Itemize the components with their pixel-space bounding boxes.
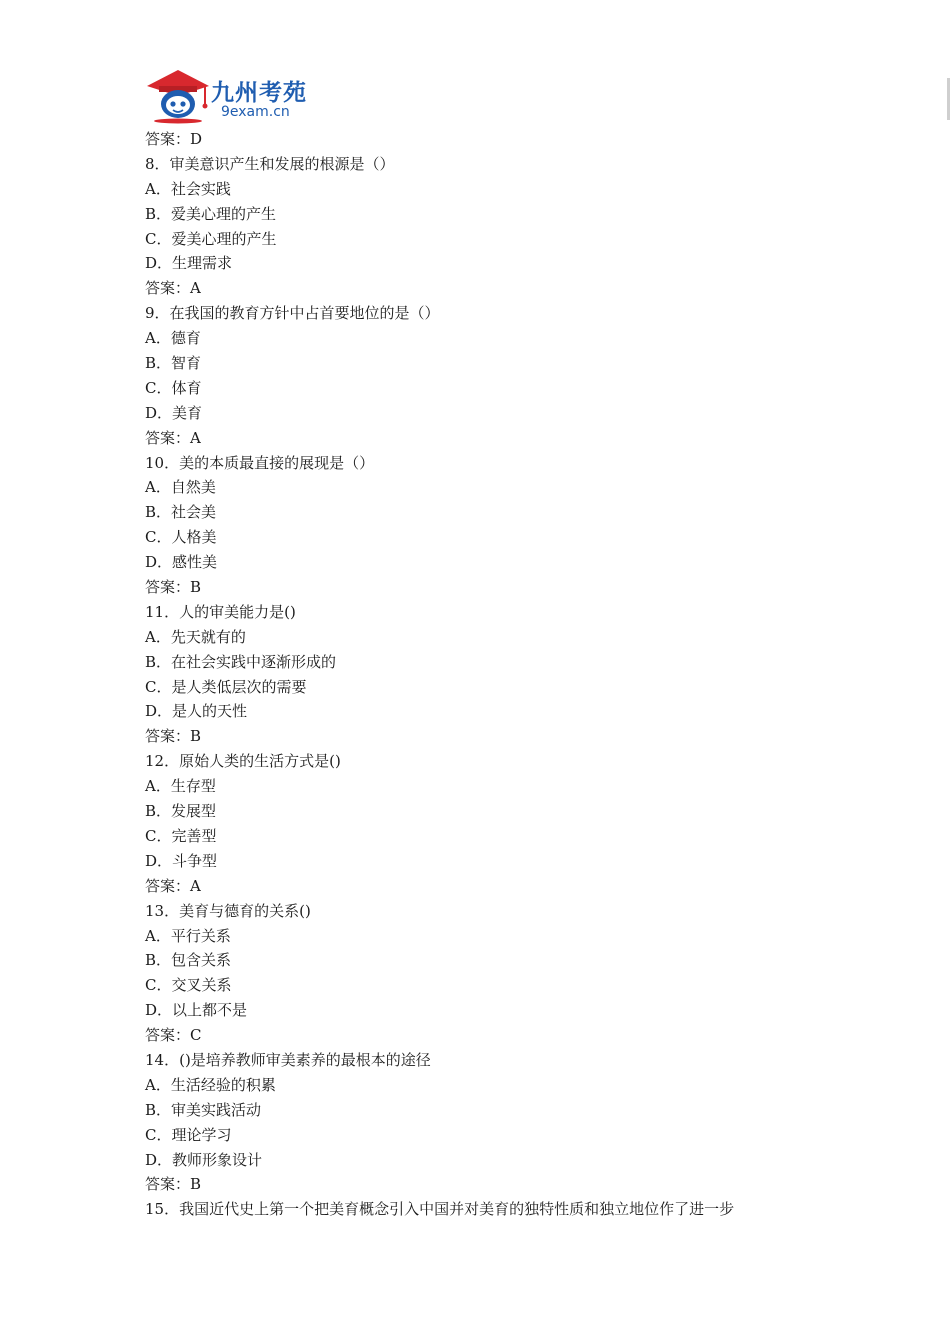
option-line: A．生活经验的积累 bbox=[145, 1075, 276, 1094]
option-line: A．德育 bbox=[145, 329, 201, 348]
option-line: A．先天就有的 bbox=[145, 627, 246, 646]
answer-line: 答案：B bbox=[145, 1175, 202, 1194]
option-line: B．在社会实践中逐渐形成的 bbox=[145, 652, 337, 671]
option-line: D．教师形象设计 bbox=[145, 1150, 263, 1169]
option-line: C．人格美 bbox=[145, 528, 217, 547]
question-line: 13．美育与德育的关系() bbox=[145, 901, 311, 920]
logo-domain: 9exam.cn bbox=[221, 104, 290, 120]
question-line: 14．()是培养教师审美素养的最根本的途径 bbox=[145, 1050, 431, 1069]
question-list bbox=[145, 127, 845, 1222]
answer-line: 答案：A bbox=[145, 876, 201, 895]
option-line: D．斗争型 bbox=[145, 851, 218, 870]
question-line: 11．人的审美能力是() bbox=[145, 602, 296, 621]
option-line: C．是人类低层次的需要 bbox=[145, 677, 307, 696]
question-line: 15．我国近代史上第一个把美育概念引入中国并对美育的独特性质和独立地位作了进一步 bbox=[145, 1200, 735, 1219]
option-line: B．审美实践活动 bbox=[145, 1100, 262, 1119]
option-line: B．智育 bbox=[145, 354, 202, 373]
option-line: D．生理需求 bbox=[145, 254, 233, 273]
option-line: D．美育 bbox=[145, 403, 203, 422]
site-logo bbox=[145, 66, 307, 124]
option-line: B．爱美心理的产生 bbox=[145, 204, 277, 223]
question-line: 12．原始人类的生活方式是() bbox=[145, 752, 341, 771]
option-line: B．包含关系 bbox=[145, 951, 232, 970]
option-line: C．体育 bbox=[145, 378, 202, 397]
question-line: 8．审美意识产生和发展的根源是（） bbox=[145, 154, 395, 173]
answer-line: 答案：C bbox=[145, 1026, 202, 1045]
option-line: A．生存型 bbox=[145, 777, 216, 796]
answer-line: 答案：D bbox=[145, 130, 203, 148]
answer-line: 答案：B bbox=[145, 578, 202, 597]
option-line: C．完善型 bbox=[145, 826, 217, 845]
option-line: A．社会实践 bbox=[145, 179, 231, 198]
answer-line: 答案：A bbox=[145, 428, 201, 447]
option-line: C．理论学习 bbox=[145, 1125, 232, 1144]
logo-name: 九州考苑 bbox=[211, 80, 307, 106]
option-line: D．以上都不是 bbox=[145, 1001, 248, 1020]
graduation-cap-mascot-icon bbox=[145, 66, 211, 124]
question-line: 10．美的本质最直接的展现是（） bbox=[145, 453, 375, 472]
option-line: C．爱美心理的产生 bbox=[145, 229, 277, 248]
option-line: B．社会美 bbox=[145, 503, 217, 522]
option-line: B．发展型 bbox=[145, 802, 217, 821]
option-line: C．交叉关系 bbox=[145, 976, 232, 995]
question-line: 9．在我国的教育方针中占首要地位的是（） bbox=[145, 304, 440, 323]
answer-line: 答案：B bbox=[145, 727, 202, 746]
option-line: A．自然美 bbox=[145, 478, 216, 497]
option-line: A．平行关系 bbox=[145, 926, 231, 945]
answer-line: 答案：A bbox=[145, 279, 201, 298]
option-line: D．感性美 bbox=[145, 553, 218, 572]
option-line: D．是人的天性 bbox=[145, 702, 248, 721]
